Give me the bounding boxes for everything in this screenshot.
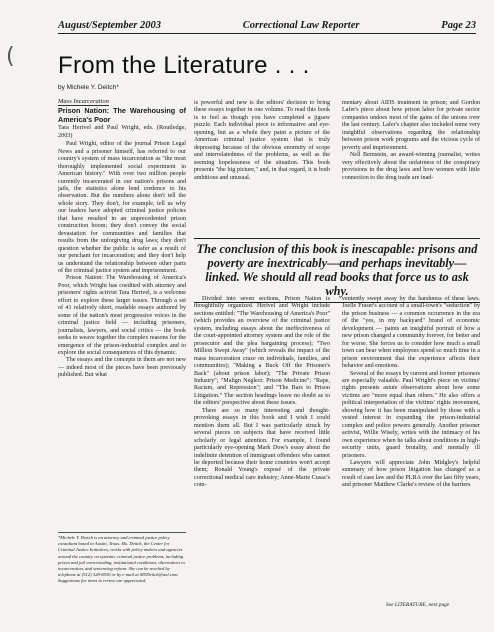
paragraph: Lawyers will appreciate John Midgley's helpful summary of how prison litigation has changed as a result of case law and the PLRA over the last fifty years, and prisoner Matthew Clarke's review of the barriers: [342, 459, 480, 489]
margin-bracket-mark: (: [6, 44, 15, 69]
section-heading: Mass Incarceration: [58, 98, 109, 105]
issue-date: August/September 2003: [58, 20, 161, 31]
paragraph: Several of the essays by current and former prisoners are especially valuable. Paul Wright's piece on victims' rights presents astute observations about how some victims are "more equal than others." He also offers a political interpretation of the victims' rights movement, showing how it has been manipulated by those with a vested interest in expanding the prison-industrial complex and police powers generally. Another prisoner activist, Willie Wisely, writes with the intimacy of his own experience when he talks about conditions in high-security units, guard brutality, and mentally ill prisoners.: [342, 370, 480, 459]
author-footnote: *Michele Y. Deitch is an attorney and criminal justice policy consultant based in Austin, Texas. Ms. Deitch, the Center for Criminal Justice Initiatives, works with policy makers and agencies around the country on systemic criminal justice problems, including prison and jail overcrowding, institutional conditions, alternatives to incarceration, and sentencing reform. She can be reached by telephone at (512) 328-8530 or by e-mail at MYDeitch@aol.com. Suggestions for items to review are appreciated.: [58, 532, 186, 585]
column-3-top: [342, 100, 480, 182]
column-3-bottom: [342, 296, 480, 490]
paragraph: Paul Wright, editor of the journal Prison Legal News and a prisoner himself, has referred to our country's system of mass incarceration as "the most thoroughly implemented social experiment in American history." With over two million people currently incarcerated in our nation's prisons and jails, the statistics alone lend credence to his observation. But the numbers alone don't tell the whole story. They don't, for example, tell us why our leaders have adopted criminal justice policies that have resulted in an unprecedented prison construction boom; they don't convey the social devastation for communities and families that results from the unforgiving drug laws; they don't question whether the public is safer as a result of our penchant for incarceration; and they don't help us understand the relationship between other parts of the criminal justice system and imprisonment.: [58, 141, 186, 274]
book-editors: Tara Herivel and Paul Wright, eds. (Routledge, 2003): [58, 124, 186, 139]
paragraph: is powerful and new is the editors' decision to bring these essays together in one volume. To read this book is to feel as though you have completed a jigsaw puzzle. Each individual piece is informative and eye-opening, but as a whole they paint a picture of the American criminal justice system that is truly depressing because of the obvious enormity of scope and interrelatedness of the problems, as well as the seeming hopelessness of the situation. This book presents "the big picture," and, in that regard, it is both ambitious and unusual.: [194, 100, 330, 181]
book-title: Prison Nation: The Warehousing of America's Poor: [58, 106, 186, 124]
paragraph: Nell Bernstein, an award-winning journalist, writes very effectively about the unfairness of the conspiracy provisions in the drug laws and how women with little connection to the drug trade are inad-: [342, 152, 480, 181]
page-header: [58, 20, 476, 34]
paragraph: Prison Nation: The Warehousing of America's Poor, which Wright has coedited with attorney and prisoners' rights activist Tara Herivel, is a welcome effort to explore these larger issues. Through a set of 41 relatively short, readable essays authored by some of the nation's most progressive voices in the criminal justice field — including prisoners, journalists, lawyers, and social critics — the book seeks to weave together the complex reasons for the emergence of the prison-industrial complex and to explore the social consequences of this dynamic.: [58, 275, 186, 356]
byline: by Michele Y. Deitch*: [58, 84, 119, 91]
column-2-top: [194, 100, 330, 182]
continued-notice: See LITERATURE, next page: [386, 602, 450, 608]
paragraph: There are so many interesting and thought-provoking essays in this book and I wish I could mention them all. But I was particularly struck by several pieces on subjects that have received little scholarly or legal attention. For example, I found particularly eye-opening Mark Dow's essay about the indefinite detention of immigrant offenders who cannot be deported because their home countries won't accept them; Ronald Young's exposé of the private correctional medical care industry; Anne-Marie Cusac's com-: [194, 407, 330, 489]
article-title: From the Literature . . .: [58, 52, 310, 79]
column-1: [58, 98, 186, 380]
page-number: Page 23: [441, 20, 476, 31]
paragraph: mentary about AIDS treatment in prison; and Gordon Lafer's piece about how prison labor for private sector companies undoes most of the gains of the unions over the last century. Lafer's chapter also included some very insightful observations regarding the relationship between prison work programs and the vicious cycle of poverty and imprisonment.: [342, 100, 480, 151]
paragraph: The essays and the concepts in them are not new — indeed most of the pieces have been previously published. But what: [58, 357, 186, 379]
column-2-bottom: [194, 296, 330, 490]
paragraph: Divided into seven sections, Prison Nation is thoughtfully organized. Herivel and Wright include sections entitled: "The Warehousing of America's Poor" (which provides an overview of the criminal justice system, including essays about the ineffectiveness of the court-appointed attorney system and the role of the prosecutor and the plea bargaining process); "Two Million Swept Away" (which reveals the impact of the mass incarceration craze on individuals, families, and communities); "Making a Buck Off the Prisoner's Back" (about prison labor); "The Private Prison Industry"; "Malign Neglect: Prison Medicine"; "Rape, Racism, and Repression"; and "The Bars to Prison Litigation." The section headings leave no doubt as to the editors' perspective about these issues.: [194, 296, 330, 407]
paragraph: ventently swept away by the harshness of these laws. Joelle Fraser's account of a small-town's "seduction" by the prison business — a common occurrence in the era of the "yes, in my backyard" brand of economic development — paints an insightful portrait of how a new prison changed a community forever, for better and for worse. She forces us to consider how much a small town can bear when employees spend so much time in a prison environment that the experience affects their behavior and emotions.: [342, 296, 480, 370]
pull-quote: The conclusion of this book is inescapable: prisons and poverty are inextricably—and perhaps inevitably—linked. We should all read books that force us to ask why.: [194, 238, 480, 303]
publication-title: Correctional Law Reporter: [242, 20, 360, 31]
